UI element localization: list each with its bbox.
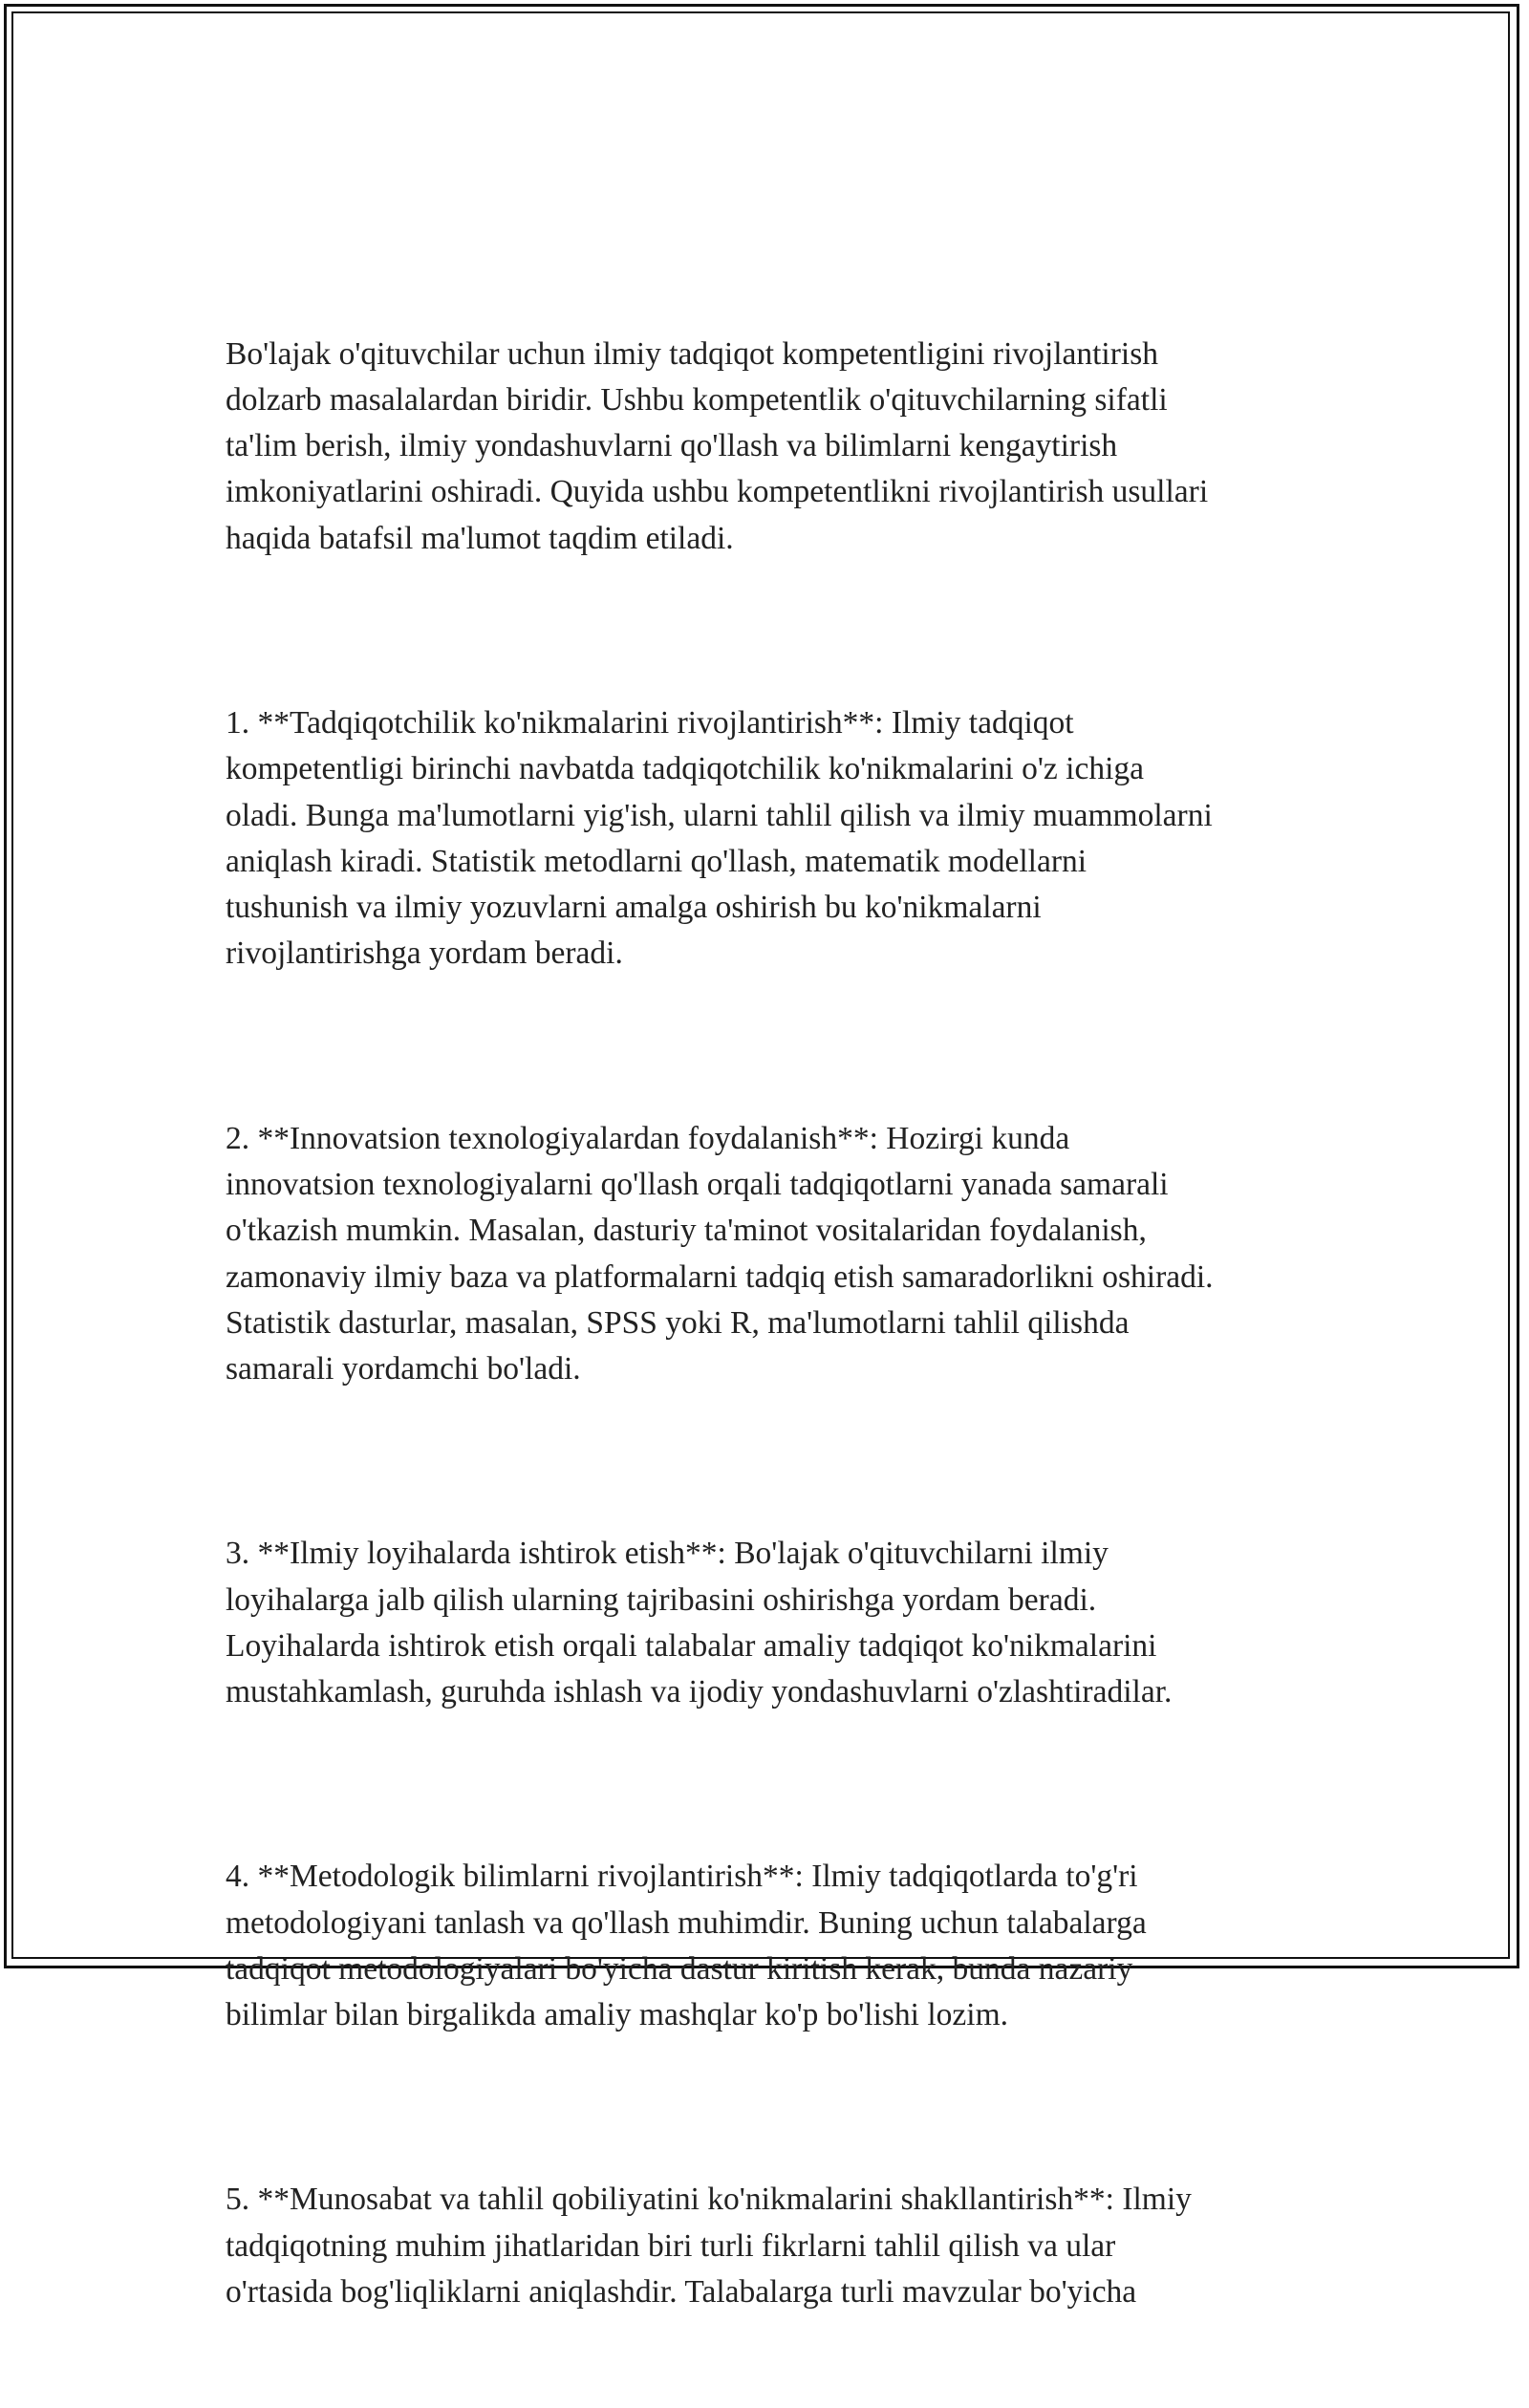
list-item-1: 1. **Tadqiqotchilik ko'nikmalarini rivojlantirish**: Ilmiy tadqiqot kompetentligi birinchi navbatda tadqiqotchilik ko'nikmalarini o'z ichiga oladi. Bunga ma'lumotlarni yig'ish, ularni tahlil qilish va ilmiy muammolarni aniqlash kiradi. Statistik metodlarni qo'llash, matematik modellarni tushunish va ilmiy yozuvlarni amalga oshirish bu ko'nikmalarni rivojlantirishga yordam beradi. [226,704,1213,972]
document-body [226,239,1334,2408]
list-item-4: 4. **Metodologik bilimlarni rivojlantirish**: Ilmiy tadqiqotlarda to'g'ri metodologiyani tanlash va qo'llash muhimdir. Buning uchun talabalarga tadqiqot metodologiyalari bo'yicha dastur kiritish kerak, bunda nazariy bilimlar bilan birgalikda amaliy mashqlar ko'p bo'lishi lozim. [226,1859,1147,2033]
list-item-2: 2. **Innovatsion texnologiyalardan foydalanish**: Hozirgi kunda innovatsion texnologiyalarni qo'llash orqali tadqiqotlarni yanada samarali o'tkazish mumkin. Masalan, dasturiy ta'minot vositalaridan foydalanish, zamonaviy ilmiy baza va platformalarni tadqiq etish samaradorlikni oshiradi. Statistik dasturlar, masalan, SPSS yoki R, ma'lumotlarni tahlil qilishda samarali yordamchi bo'ladi. [226,1120,1214,1387]
list-item-3: 3. **Ilmiy loyihalarda ishtirok etish**: Bo'lajak o'qituvchilarni ilmiy loyihalarga jalb qilish ularning tajribasini oshirishga yordam beradi. Loyihalarda ishtirok etish orqali talabalar amaliy tadqiqot ko'nikmalarini mustahkamlash, guruhda ishlash va ijodiy yondashuvlarni o'zlashtiradilar. [226,1536,1173,1710]
list-item-5: 5. **Munosabat va tahlil qobiliyatini ko'nikmalarini shakllantirish**: Ilmiy tadqiqotning muhim jihatlaridan biri turli fikrlarni tahlil qilish va ular o'rtasida bog'liqliklarni aniqlashdir. Talabalarga turli mavzular bo'yicha [226,2182,1192,2311]
intro-paragraph: Bo'lajak o'qituvchilar uchun ilmiy tadqiqot kompetentligini rivojlantirish dolzarb masalalardan biridir. Ushbu kompetentlik o'qituvchilarning sifatli ta'lim berish, ilmiy yondashuvlarni qo'llash va bilimlarni kengaytirish imkoniyatlarini oshiradi. Quyida ushbu kompetentlikni rivojlantirish usullari haqida batafsil ma'lumot taqdim etiladi. [226,335,1209,556]
